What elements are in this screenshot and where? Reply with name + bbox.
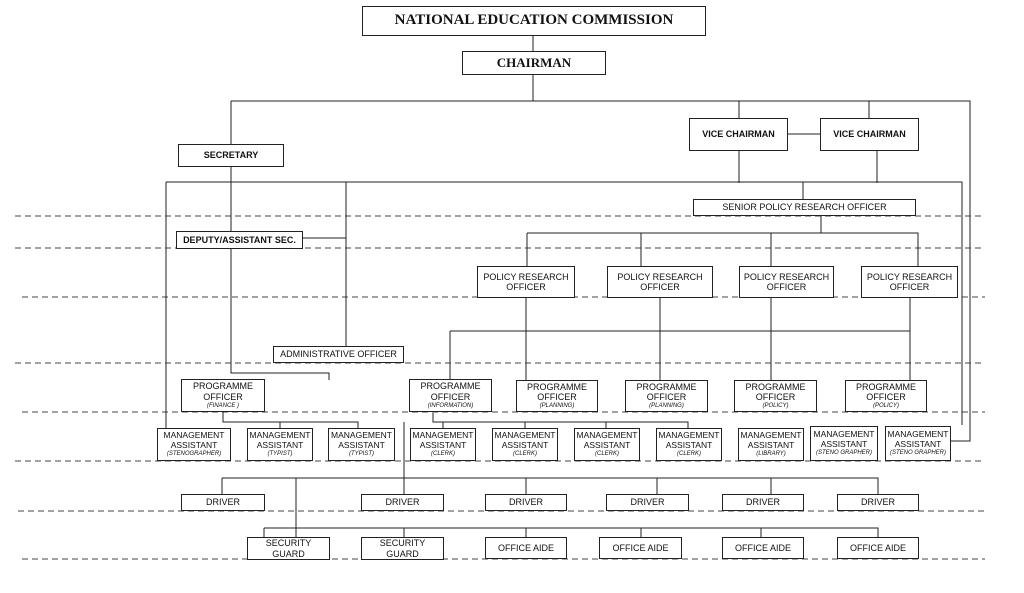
box-subtitle: (CLERK) (512, 451, 537, 458)
driver-label: DRIVER (385, 497, 420, 508)
box-line: POLICY RESEARCH (483, 271, 569, 282)
box-subtitle: (STENO GRAPHER) (889, 450, 946, 457)
driver-box (606, 494, 689, 511)
management-assistant-box (247, 428, 313, 461)
box-line: SECURITY (379, 538, 426, 549)
driver-label: DRIVER (745, 497, 780, 508)
box-subtitle: (STENO GRAPHER) (815, 450, 872, 457)
management-assistant-box (810, 426, 878, 461)
box-subtitle: (INFORMATION) (427, 402, 474, 409)
driver-box (837, 494, 919, 511)
office-aide-box (722, 537, 804, 559)
driver-box (722, 494, 804, 511)
driver-label: DRIVER (860, 497, 895, 508)
box-subtitle: (CLERK) (676, 451, 701, 458)
box-line: ASSISTANT (256, 439, 304, 450)
secretary-box (178, 144, 284, 167)
box-subtitle: (TYPIST) (349, 451, 374, 458)
secretary-label: SECRETARY (203, 150, 259, 161)
box-subtitle: (CLERK) (594, 451, 619, 458)
driver-label: DRIVER (205, 497, 240, 508)
box-line: ASSISTANT (665, 439, 713, 450)
box-line: ASSISTANT (419, 439, 467, 450)
senior-policy-research-officer-box (693, 199, 916, 216)
chairman-box (462, 51, 606, 75)
office-aide-label: OFFICE AIDE (849, 542, 906, 553)
box-line: POLICY RESEARCH (866, 271, 953, 282)
box-line: POLICY RESEARCH (617, 271, 703, 282)
box-line: MANAGEMENT (412, 429, 474, 440)
box-line: ASSISTANT (583, 439, 631, 450)
office-aide-label: OFFICE AIDE (734, 542, 791, 553)
box-line: PROGRAMME (636, 381, 697, 392)
vice-chairman-box-1 (689, 118, 788, 151)
box-subtitle: (PLANNING) (539, 403, 575, 410)
management-assistant-box (328, 428, 395, 461)
vice-chairman-label: VICE CHAIRMAN (833, 129, 906, 140)
driver-box (485, 494, 567, 511)
box-line: OFFICER (646, 392, 687, 403)
box-line: ASSISTANT (820, 438, 868, 449)
policy-research-officer-box (861, 266, 958, 298)
box-line: GUARD (272, 548, 305, 559)
programme-officer-box (516, 380, 598, 412)
box-line: GUARD (386, 548, 419, 559)
commission-title-box (362, 6, 706, 36)
box-line: SECURITY (265, 538, 312, 549)
box-line: POLICY RESEARCH (743, 271, 830, 282)
administrative-officer-box (273, 346, 404, 363)
vice-chairman-label: VICE CHAIRMAN (702, 129, 775, 140)
senior-policy-research-officer-label: SENIOR POLICY RESEARCH OFFICER (722, 202, 887, 213)
box-line: PROGRAMME (526, 381, 587, 392)
management-assistant-box (885, 426, 951, 461)
programme-officer-box (409, 379, 492, 412)
management-assistant-box (157, 428, 231, 461)
policy-research-officer-box (477, 266, 575, 298)
box-line: MANAGEMENT (740, 429, 802, 440)
box-line: PROGRAMME (420, 381, 481, 392)
box-line: OFFICER (889, 282, 930, 292)
policy-research-officer-box (607, 266, 713, 298)
box-line: MANAGEMENT (576, 429, 638, 440)
box-line: OFFICER (755, 392, 796, 403)
office-aide-box (837, 537, 919, 559)
box-line: MANAGEMENT (813, 428, 875, 439)
management-assistant-box (574, 428, 640, 461)
box-line: OFFICER (430, 391, 471, 402)
management-assistant-box (492, 428, 558, 461)
office-aide-label: OFFICE AIDE (612, 542, 669, 553)
management-assistant-box (656, 428, 722, 461)
driver-label: DRIVER (630, 497, 665, 508)
administrative-officer-label: ADMINISTRATIVE OFFICER (280, 349, 397, 360)
chairman-label: CHAIRMAN (496, 54, 572, 70)
box-line: ASSISTANT (501, 439, 549, 450)
box-line: MANAGEMENT (887, 428, 949, 439)
office-aide-box (599, 537, 682, 559)
box-subtitle: (POLICY) (762, 403, 789, 410)
box-line: PROGRAMME (192, 381, 253, 392)
box-line: ASSISTANT (170, 439, 218, 450)
deputy-secretary-label: DEPUTY/ASSISTANT SEC. (183, 234, 296, 245)
box-line: PROGRAMME (855, 381, 916, 392)
box-line: OFFICER (640, 282, 680, 292)
box-subtitle: (LIBRARY) (756, 451, 786, 458)
box-line: MANAGEMENT (331, 429, 392, 440)
box-subtitle: (STENOGRAPHER) (166, 451, 222, 458)
policy-research-officer-box (739, 266, 834, 298)
box-line: ASSISTANT (338, 439, 385, 450)
vice-chairman-box-2 (820, 118, 919, 151)
box-line: MANAGEMENT (163, 429, 225, 440)
box-subtitle: (TYPIST) (267, 451, 293, 458)
box-subtitle: (POLICY) (872, 403, 899, 410)
commission-title: NATIONAL EDUCATION COMMISSION (394, 12, 674, 29)
programme-officer-box (734, 380, 817, 412)
box-line: MANAGEMENT (249, 429, 311, 440)
driver-box (181, 494, 265, 511)
management-assistant-box (738, 428, 804, 461)
box-line: OFFICER (506, 282, 546, 292)
box-subtitle: (FINANCE ) (207, 402, 239, 409)
security-guard-box (361, 537, 444, 560)
box-line: ASSISTANT (894, 438, 942, 449)
office-aide-box (485, 537, 567, 559)
deputy-secretary-box (176, 231, 303, 249)
box-line: OFFICER (537, 392, 577, 403)
box-line: OFFICER (766, 282, 807, 292)
programme-officer-box (625, 380, 708, 412)
box-subtitle: (CLERK) (430, 451, 455, 458)
security-guard-box (247, 537, 330, 560)
box-line: OFFICER (203, 391, 243, 402)
box-subtitle: (PLANNING) (649, 403, 684, 410)
box-line: MANAGEMENT (494, 429, 556, 440)
box-line: MANAGEMENT (658, 429, 720, 440)
driver-box (361, 494, 444, 511)
office-aide-label: OFFICE AIDE (497, 542, 554, 553)
programme-officer-box (181, 379, 265, 412)
box-line: ASSISTANT (747, 439, 795, 450)
management-assistant-box (410, 428, 476, 461)
box-line: OFFICER (866, 392, 906, 403)
driver-label: DRIVER (508, 497, 543, 508)
box-line: PROGRAMME (745, 381, 806, 392)
programme-officer-box (845, 380, 927, 412)
